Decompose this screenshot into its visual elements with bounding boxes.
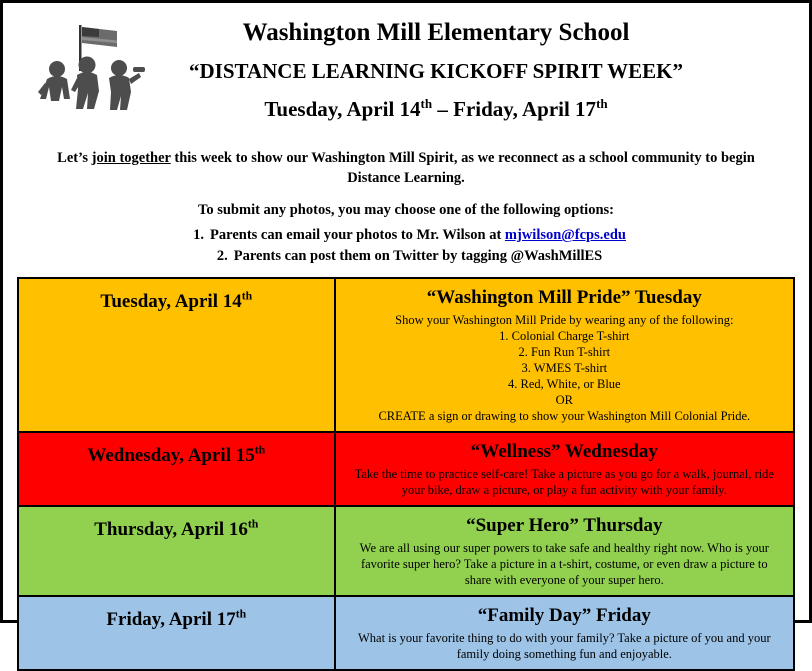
schedule-day-cell bbox=[18, 432, 335, 506]
theme-title: “Family Day” Friday bbox=[477, 605, 651, 627]
detail-line: OR bbox=[555, 393, 573, 408]
table-row bbox=[18, 506, 794, 596]
date-range-start: Tuesday, April 14 bbox=[264, 96, 421, 121]
table-row bbox=[18, 596, 794, 670]
flyer-header bbox=[17, 17, 795, 135]
date-ordinal-1: th bbox=[420, 95, 433, 111]
schedule-theme-cell bbox=[335, 432, 794, 506]
theme-title: “Wellness” Wednesday bbox=[470, 441, 658, 463]
detail-line: 1. Colonial Charge T-shirt bbox=[499, 329, 630, 344]
detail-line: What is your favorite thing to do with your family? Take a picture of you and your bbox=[357, 631, 771, 646]
submit-options-list bbox=[17, 225, 795, 267]
theme-detail bbox=[342, 630, 787, 662]
date-range-middle: – Friday, April 17 bbox=[432, 96, 597, 121]
detail-line: 3. WMES T-shirt bbox=[521, 361, 608, 376]
day-ordinal: th bbox=[235, 607, 247, 621]
intro-paragraph bbox=[45, 149, 767, 188]
list-item bbox=[17, 246, 795, 267]
detail-line: favorite super hero? Take a picture in a t-shirt, costume, or even draw a picture to bbox=[360, 557, 768, 572]
date-range bbox=[77, 96, 795, 123]
detail-line: 2. Fun Run T-shirt bbox=[518, 345, 611, 360]
submit-heading: To submit any photos, you may choose one of the following options: bbox=[198, 202, 614, 219]
theme-detail bbox=[342, 540, 787, 588]
detail-line: Show your Washington Mill Pride by wearing any of the following: bbox=[395, 313, 734, 328]
option-text-1: Parents can email your photos to Mr. Wilson at bbox=[210, 227, 505, 244]
intro-text-pre: Let’s bbox=[57, 150, 92, 166]
schedule-day-cell bbox=[18, 596, 335, 670]
date-ordinal-2: th bbox=[596, 95, 608, 111]
page-title: Washington Mill Elementary School bbox=[242, 19, 630, 46]
schedule-theme-cell bbox=[335, 506, 794, 596]
list-item bbox=[17, 225, 795, 246]
day-label bbox=[25, 609, 328, 631]
email-link[interactable]: mjwilson@fcps.edu bbox=[504, 227, 626, 244]
intro-text-underlined: join together bbox=[91, 150, 171, 166]
theme-title: “Washington Mill Pride” Tuesday bbox=[426, 287, 702, 309]
day-label bbox=[25, 291, 328, 313]
theme-title: “Super Hero” Thursday bbox=[466, 515, 663, 537]
detail-line: Take the time to practice self-care! Take a picture as you go for a walk, journal, ride bbox=[354, 467, 774, 482]
day-label-text: Wednesday, April 15 bbox=[87, 445, 255, 467]
day-label-text: Tuesday, April 14 bbox=[100, 291, 242, 313]
event-title: “DISTANCE LEARNING KICKOFF SPIRIT WEEK” bbox=[189, 59, 683, 84]
theme-detail bbox=[342, 312, 787, 424]
detail-line: your bike, draw a picture, or play a fun activity with your family. bbox=[401, 483, 727, 498]
intro-text-post: this week to show our Washington Mill Spirit, as we reconnect as a school community to begin Distance Learning. bbox=[170, 150, 755, 186]
detail-line: family doing something fun and enjoyable. bbox=[456, 647, 672, 662]
detail-line: share with everyone of your super hero. bbox=[464, 573, 664, 588]
schedule-day-cell bbox=[18, 506, 335, 596]
day-ordinal: th bbox=[254, 443, 266, 457]
theme-detail bbox=[342, 466, 787, 498]
day-label bbox=[25, 519, 328, 541]
day-label-text: Thursday, April 16 bbox=[94, 519, 248, 541]
detail-line: We are all using our super powers to take safe and healthy right now. Who is your bbox=[359, 541, 769, 556]
detail-line: 4. Red, White, or Blue bbox=[508, 377, 621, 392]
table-row bbox=[18, 278, 794, 432]
detail-line: CREATE a sign or drawing to show your Washington Mill Colonial Pride. bbox=[378, 409, 751, 424]
day-ordinal: th bbox=[241, 289, 253, 303]
day-label-text: Friday, April 17 bbox=[106, 609, 236, 631]
school-logo-icon bbox=[33, 21, 148, 113]
flyer-body bbox=[3, 3, 809, 671]
day-ordinal: th bbox=[247, 517, 259, 531]
option-number-1: 1. bbox=[193, 227, 205, 244]
schedule-theme-cell bbox=[335, 278, 794, 432]
schedule-day-cell bbox=[18, 278, 335, 432]
schedule-theme-cell bbox=[335, 596, 794, 670]
option-number-2: 2. bbox=[216, 248, 228, 265]
option-text-2: Parents can post them on Twitter by tagging @WashMillES bbox=[233, 248, 603, 265]
spirit-week-schedule-table bbox=[17, 277, 795, 671]
day-label bbox=[25, 445, 328, 467]
table-row bbox=[18, 432, 794, 506]
